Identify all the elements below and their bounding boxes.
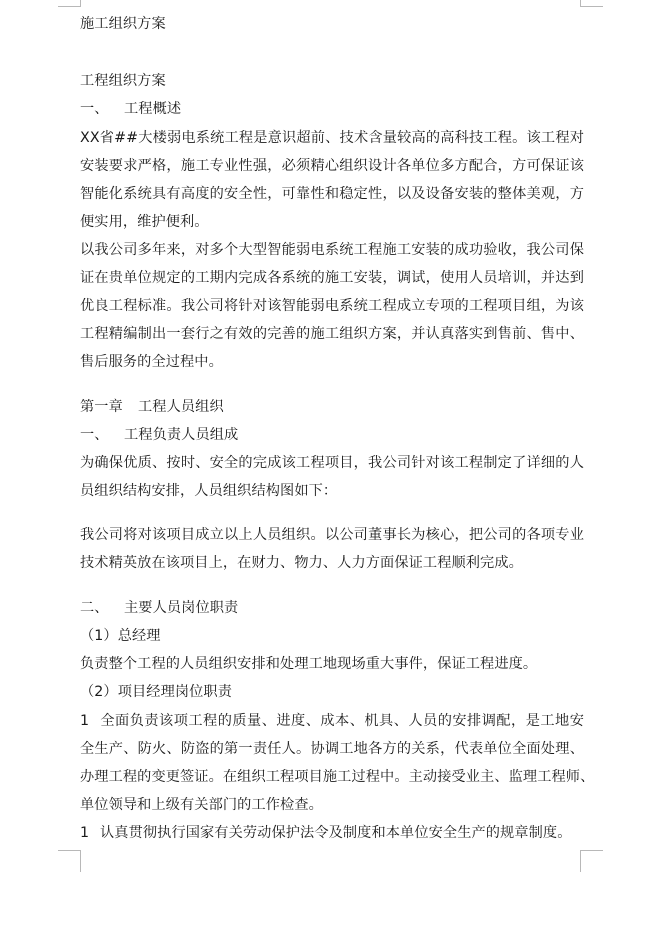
crop-mark-top-right	[580, 0, 581, 7]
paragraph-line: 全生产、防火、防盗的第一责任人。协调工地各方的关系，代表单位全面处理、	[80, 741, 584, 757]
crop-mark-bottom-left	[80, 850, 81, 872]
paragraph-line: 员组织结构安排，人员组织结构图如下：	[80, 483, 338, 499]
section-heading	[80, 598, 584, 618]
chapter-number: 第一章	[80, 399, 123, 415]
item-number: 1	[80, 825, 90, 841]
section-number: 一、	[80, 101, 109, 117]
section-title: 工程概述	[124, 101, 182, 117]
section-title: 主要人员岗位职责	[124, 600, 239, 616]
document-title: 工程组织方案	[80, 73, 166, 89]
paragraph-line	[80, 711, 584, 731]
paragraph-line: 工程精编制出一套行之有效的完善的施工组织方案，并认真落实到售前、售中、	[80, 326, 584, 342]
paragraph-line: 以我公司多年来，对多个大型智能弱电系统工程施工安装的成功验收，我公司保	[80, 242, 584, 258]
role-heading: （1）总经理	[80, 628, 161, 644]
paragraph-line: 安装要求严格，施工专业性强，必须精心组织设计各单位多方配合，方可保证该	[80, 158, 584, 174]
crop-mark-bottom-right	[580, 850, 581, 872]
section-heading	[80, 99, 584, 119]
paragraph-line: 便实用，维护便利。	[80, 214, 209, 230]
paragraph-line: 证在贵单位规定的工期内完成各系统的施工安装，调试，使用人员培训，并达到	[80, 270, 584, 286]
paragraph-line: 负责整个工程的人员组织安排和处理工地现场重大事件，保证工程进度。	[80, 656, 538, 672]
crop-mark-top-left	[80, 0, 81, 7]
section-number: 一、	[80, 427, 109, 443]
section-number: 二、	[80, 600, 109, 616]
crop-mark-bottom-right	[581, 850, 603, 851]
page-header: 施工组织方案	[80, 16, 166, 32]
chapter-heading	[80, 397, 584, 417]
crop-mark-top-left	[58, 6, 80, 7]
paragraph-line: 我公司将对该项目成立以上人员组织。以公司董事长为核心，把公司的各项专业	[80, 527, 584, 543]
section-heading	[80, 425, 584, 445]
paragraph-line: 办理工程的变更签证。在组织工程项目施工过程中。主动接受业主、监理工程师、	[80, 769, 595, 785]
crop-mark-bottom-left	[58, 850, 80, 851]
paragraph-line: 智能化系统具有高度的安全性，可靠性和稳定性，以及设备安装的整体美观，方	[80, 186, 584, 202]
paragraph-line: 单位领导和上级有关部门的工作检查。	[80, 797, 323, 813]
paragraph-line: 售后服务的全过程中。	[80, 354, 223, 370]
paragraph-line: XX省##大楼弱电系统工程是意识超前、技术含量较高的高科技工程。该工程对	[80, 130, 584, 146]
paragraph-line: 为确保优质、按时、安全的完成该工程项目，我公司针对该工程制定了详细的人	[80, 455, 584, 471]
item-text: 全面负责该项工程的质量、进度、成本、机具、人员的安排调配，是工地安	[100, 713, 584, 729]
item-number: 1	[80, 713, 90, 729]
paragraph-line	[80, 823, 584, 843]
paragraph-line: 优良工程标准。我公司将针对该智能弱电系统工程成立专项的工程项目组，为该	[80, 298, 584, 314]
crop-mark-top-right	[581, 6, 603, 7]
item-text: 认真贯彻执行国家有关劳动保护法令及制度和本单位安全生产的规章制度。	[100, 825, 572, 841]
section-title: 工程负责人员组成	[124, 427, 239, 443]
chapter-title: 工程人员组织	[138, 399, 224, 415]
role-heading: （2）项目经理岗位职责	[80, 684, 233, 700]
paragraph-line: 技术精英放在该项目上，在财力、物力、人力方面保证工程顺利完成。	[80, 555, 523, 571]
